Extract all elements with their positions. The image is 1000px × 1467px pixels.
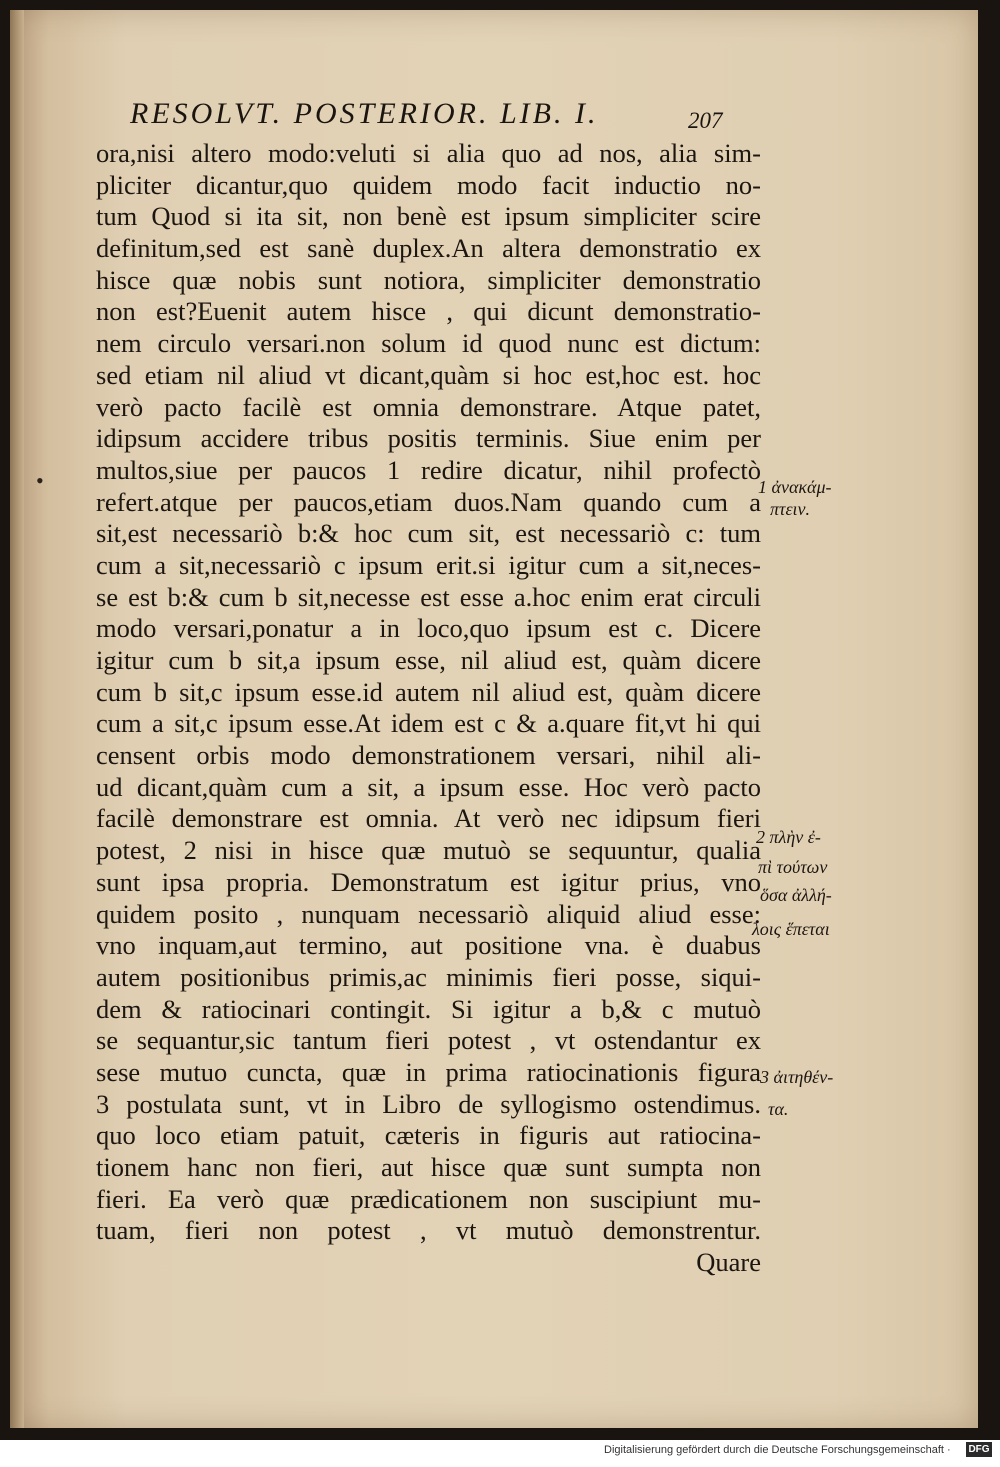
text-line: ora,nisi altero modo:veluti si alia quo ad nos, alia sim- <box>96 138 761 168</box>
text-line: refert.atque per paucos,etiam duos.Nam quando cum a <box>96 486 761 517</box>
text-line: hisce quæ nobis sunt notiora, simpliciter demonstratio <box>96 264 761 295</box>
text-line: potest, 2 nisi in hisce quæ mutuò se sequuntur, qualia <box>96 835 761 866</box>
text-line: quidem posito , nunquam necessariò aliquid aliud esse: <box>96 898 761 929</box>
text-line: verò pacto facilè est omnia demonstrare. Atque patet, <box>96 391 761 422</box>
text-line: sese mutuo cuncta, quæ in prima ratiocinationis figura <box>96 1056 761 1087</box>
page-gutter-edge <box>10 10 24 1428</box>
marginal-note-1a: 1 ἀνακάμ- <box>758 477 832 497</box>
text-line: tum Quod si ita sit, non benè est ipsum simpliciter scire <box>96 201 761 232</box>
text-line: tionem hanc non fieri, aut hisce quæ sunt sumpta non <box>96 1152 761 1182</box>
text-line: cum b sit,c ipsum esse.id autem nil aliud est, quàm dicere <box>96 676 761 707</box>
text-line: 3 postulata sunt, vt in Libro de syllogismo ostendimus. <box>96 1088 761 1119</box>
text-line: cum a sit,c ipsum esse.At idem est c & a.quare fit,vt hi qui <box>96 708 761 739</box>
text-line: autem positionibus primis,ac minimis fieri posse, siqui- <box>96 961 761 992</box>
text-line: vno inquam,aut termino, aut positione vna. è duabus <box>96 930 761 961</box>
marginal-note-3b: τα. <box>768 1099 789 1119</box>
marginal-note-2a: 2 πλὴν ἐ- <box>756 827 821 847</box>
text-line: sit,est necessariò b:& hoc cum sit, est necessariò c: tum <box>96 518 761 549</box>
marginal-note-1b: πτειν. <box>770 499 811 519</box>
dfg-logo: DFG <box>966 1442 992 1457</box>
marginal-note-2c: ὅσα ἀλλή- <box>760 885 832 905</box>
text-line: igitur cum b sit,a ipsum esse, nil aliud est, quàm dicere <box>96 645 761 675</box>
text-line: se sequantur,sic tantum fieri potest , vt ostendantur ex <box>96 1025 761 1056</box>
text-line: dem & ratiocinari contingit. Si igitur a b,& c mutuò <box>96 993 761 1024</box>
text-line: modo versari,ponatur a in loco,quo ipsum est c. Dicere <box>96 613 761 644</box>
text-line: idipsum accidere tribus positis terminis. Siue enim per <box>96 423 761 454</box>
text-line: facilè demonstrare est omnia. At verò nec idipsum fieri <box>96 803 761 834</box>
marginal-note-2b: πὶ τούτων <box>758 857 828 877</box>
text-line: sunt ipsa propria. Demonstratum est igitur prius, vno <box>96 866 761 897</box>
text-line: definitum,sed est sanè duplex.An altera demonstratio ex <box>96 233 761 264</box>
text-line: quo loco etiam patuit, cæteris in figuris aut ratiocina- <box>96 1120 761 1151</box>
running-head: RESOLVT. POSTERIOR. LIB. I. <box>130 97 599 130</box>
text-line: non est?Euenit autem hisce , qui dicunt demonstratio- <box>96 296 761 327</box>
text-line: fieri. Ea verò quæ prædicationem non suscipiunt mu- <box>96 1183 761 1214</box>
text-line: se est b:& cum b sit,necesse est esse a.hoc enim erat circuli <box>96 581 761 612</box>
margin-dot-mark: • <box>36 468 44 493</box>
body-text <box>96 138 761 1279</box>
text-line: nem circulo versari.non solum id quod nunc est dictum: <box>96 328 761 359</box>
page-number: 207 <box>688 108 723 133</box>
text-line: tuam, fieri non potest , vt mutuò demonstrentur. <box>96 1215 761 1246</box>
text-line: ud dicant,quàm cum a sit, a ipsum esse. Hoc verò pacto <box>96 771 761 802</box>
text-line: censent orbis modo demonstrationem versari, nihil ali- <box>96 740 761 771</box>
text-line: pliciter dicantur,quo quidem modo facit inductio no- <box>96 169 761 200</box>
marginal-note-2d: λοις ἕπεται <box>752 919 830 939</box>
text-line: sed etiam nil aliud vt dicant,quàm si hoc est,hoc est. hoc <box>96 359 761 390</box>
digitization-credit: Digitalisierung gefördert durch die Deutsche Forschungsgemeinschaft · <box>604 1444 951 1456</box>
text-line: cum a sit,necessariò c ipsum erit.si igitur cum a sit,neces- <box>96 549 761 580</box>
catchword: Quare <box>696 1247 761 1278</box>
marginal-note-3a: 3 ἀιτηθέν- <box>760 1067 834 1087</box>
text-line: multos,siue per paucos 1 redire dicatur, nihil profectò <box>96 454 761 485</box>
